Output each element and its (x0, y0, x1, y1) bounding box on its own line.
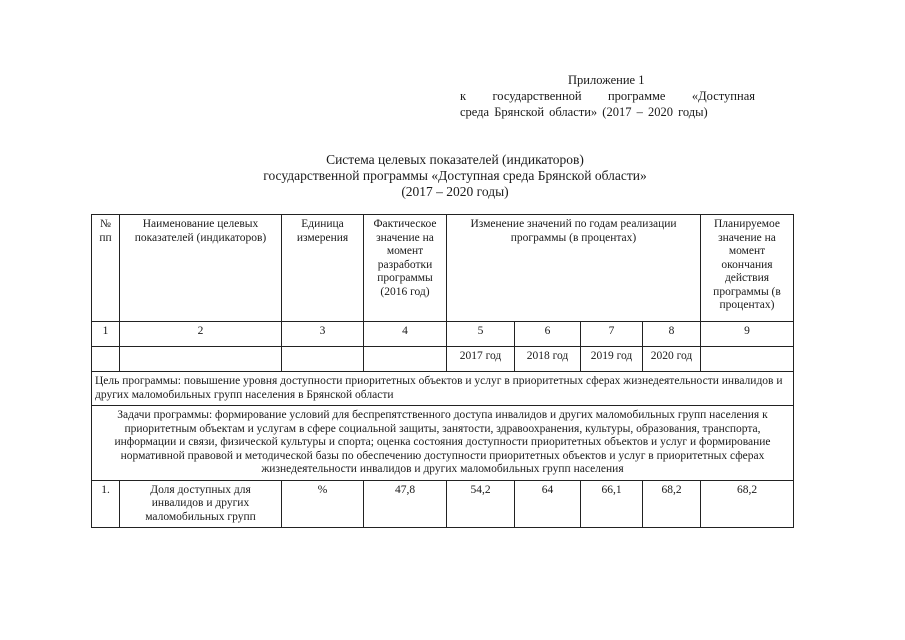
row-2017: 54,2 (447, 480, 515, 528)
header-fact: Фактическое значение на момент разработки программы (2016 год) (364, 215, 447, 322)
row-unit: % (282, 480, 364, 528)
col-number: 7 (581, 322, 643, 347)
table-row (92, 480, 794, 528)
row-2018: 64 (515, 480, 581, 528)
year-2019: 2019 год (581, 347, 643, 372)
col-number: 3 (282, 322, 364, 347)
header-unit: Единица измерения (282, 215, 364, 322)
empty-cell (701, 347, 794, 372)
indicators-table (91, 214, 794, 528)
row-2019: 66,1 (581, 480, 643, 528)
year-2020: 2020 год (643, 347, 701, 372)
title-line-3: (2017 – 2020 годы) (401, 184, 509, 199)
year-2017: 2017 год (447, 347, 515, 372)
row-fact: 47,8 (364, 480, 447, 528)
document-title (200, 152, 710, 200)
tasks-row (92, 406, 794, 481)
header-num: № пп (92, 215, 120, 322)
title-line-1: Система целевых показателей (индикаторов) (326, 152, 584, 167)
year-2018: 2018 год (515, 347, 581, 372)
appendix-header (460, 72, 755, 120)
col-number: 6 (515, 322, 581, 347)
header-row (92, 215, 794, 322)
col-number: 2 (120, 322, 282, 347)
empty-cell (282, 347, 364, 372)
program-tasks: Задачи программы: формирование условий для беспрепятственного доступа инвалидов и других маломобильных групп населения к приоритетным объектам и услугам в сфере социальной защиты, занятости, здравоохранения, культуры, образования, транспорта, информации и связи, физической культуры и спорта; оценка состояния доступности приоритетных объектов и услуг и формирование нормативной правовой и методической базы по обеспечению доступности приоритетных объектов и услуг в приоритетных сферах жизнедеятельности инвалидов и других маломобильных групп населения (92, 406, 794, 481)
goal-row (92, 372, 794, 406)
appendix-line-2: к государственной программе «Доступная (460, 89, 755, 103)
row-2020: 68,2 (643, 480, 701, 528)
col-number: 4 (364, 322, 447, 347)
empty-cell (364, 347, 447, 372)
header-planned: Планируемое значение на момент окончания действия программы (в процентах) (701, 215, 794, 322)
row-planned: 68,2 (701, 480, 794, 528)
title-line-2: государственной программы «Доступная среда Брянской области» (263, 168, 647, 183)
header-changes: Изменение значений по годам реализации программы (в процентах) (447, 215, 701, 322)
column-number-row (92, 322, 794, 347)
row-num: 1. (92, 480, 120, 528)
col-number: 9 (701, 322, 794, 347)
col-number: 5 (447, 322, 515, 347)
years-row (92, 347, 794, 372)
program-goal: Цель программы: повышение уровня доступности приоритетных объектов и услуг в приоритетных сферах жизнедеятельности инвалидов и других маломобильных групп населения в Брянской области (92, 372, 794, 406)
empty-cell (92, 347, 120, 372)
appendix-line-1: Приложение 1 (568, 73, 645, 87)
row-name: Доля доступных для инвалидов и других маломобильных групп (120, 480, 282, 528)
appendix-line-3: среда Брянской области» (2017 – 2020 годы) (460, 105, 708, 119)
col-number: 1 (92, 322, 120, 347)
col-number: 8 (643, 322, 701, 347)
header-name: Наименование целевых показателей (индикаторов) (120, 215, 282, 322)
empty-cell (120, 347, 282, 372)
